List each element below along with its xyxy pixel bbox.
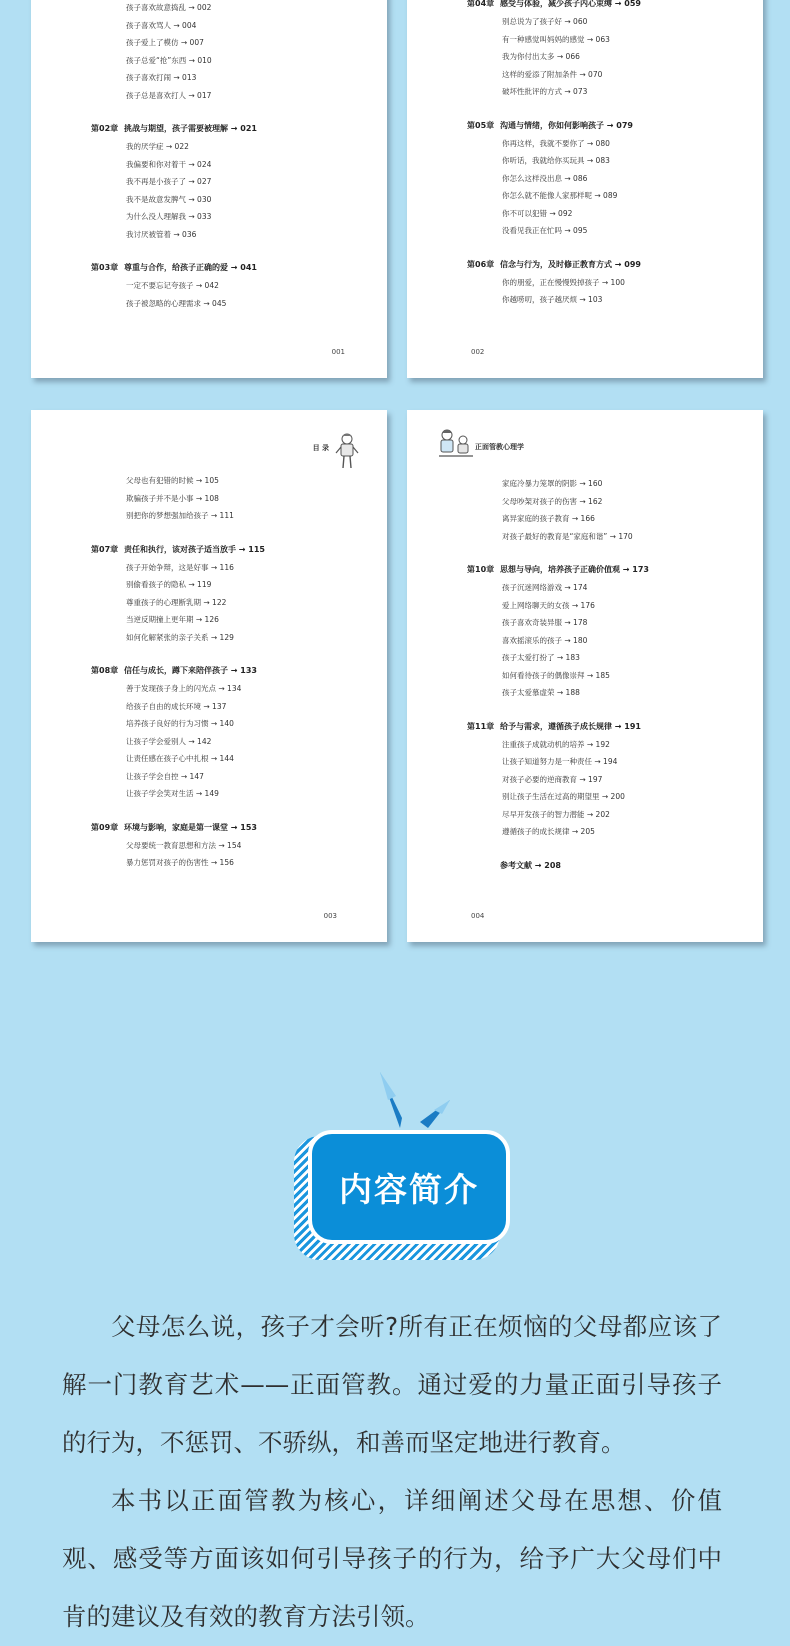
toc-gap	[407, 545, 763, 561]
toc-page-2	[407, 0, 763, 378]
chapter-title: 信念与行为，及时修正教育方式 → 099	[500, 259, 641, 269]
toc-entry[interactable]: 孩子喜欢骂人 → 004	[126, 20, 197, 30]
toc-entry[interactable]: 善于发现孩子身上的闪光点 → 134	[126, 684, 242, 693]
toc-entry[interactable]: 父母要统一教育思想和方法 → 154	[126, 840, 242, 850]
toc-chapter-heading[interactable]	[31, 259, 387, 277]
chapter-title: 信任与成长，蹲下来陪伴孩子 → 133	[124, 666, 257, 675]
toc-entry[interactable]: 给孩子自由的成长环境 → 137	[126, 701, 227, 711]
chapter-title: 给予与需求，遵循孩子成长规律 → 191	[500, 721, 641, 731]
toc-list	[31, 0, 387, 312]
toc-entry[interactable]: 孩子总爱“抢”东西 → 010	[126, 55, 212, 65]
toc-entry[interactable]: 我不是故意发脾气 → 030	[126, 194, 212, 204]
toc-entry[interactable]: 我为你付出太多 → 066	[502, 52, 580, 61]
toc-gap	[31, 104, 387, 120]
section-title: 内容简介	[339, 1169, 479, 1209]
chapter-number: 第07章	[91, 544, 119, 554]
toc-entry[interactable]: 有一种感觉叫妈妈的感觉 → 063	[502, 34, 610, 44]
intro-paragraph: 父母怎么说，孩子才会听?所有正在烦恼的父母都应该了解一门教育艺术——正面管教。通过爱的力量正面引导孩子的行为，不惩罚、不骄纵，和善而坚定地进行教育。	[62, 1312, 722, 1457]
toc-entry[interactable]: 为什么没人理解我 → 033	[126, 212, 212, 221]
toc-entry[interactable]: 暴力惩罚对孩子的伤害性 → 156	[126, 858, 234, 867]
toc-chapter-heading[interactable]	[31, 541, 387, 559]
toc-entry[interactable]: 破坏性批评的方式 → 073	[502, 87, 588, 96]
page-number: 001	[331, 348, 345, 356]
toc-entry[interactable]: 你听话，我就给你买玩具 → 083	[502, 156, 610, 165]
section-header-badge	[294, 1130, 524, 1260]
toc-entry[interactable]: 当逆反期撞上更年期 → 126	[126, 615, 219, 624]
chapter-number: 第03章	[91, 263, 119, 272]
toc-chapter-heading[interactable]	[407, 857, 763, 875]
toc-entry[interactable]: 家庭冷暴力笼罩的阴影 → 160	[502, 479, 603, 488]
toc-entry[interactable]: 别偷看孩子的隐私 → 119	[126, 580, 212, 589]
toc-page-1	[31, 0, 387, 378]
toc-entry[interactable]: 孩子喜欢打闹 → 013	[126, 73, 197, 82]
page-number: 003	[323, 912, 337, 920]
toc-entry[interactable]: 孩子沉迷网络游戏 → 174	[502, 583, 588, 592]
toc-chapter-heading[interactable]	[31, 662, 387, 680]
toc-entry[interactable]: 让孩子学会笑对生活 → 149	[126, 789, 219, 798]
toc-chapter-heading[interactable]	[31, 819, 387, 837]
toc-gap	[31, 803, 387, 819]
chapter-title: 沟通与情绪，你如何影响孩子 → 079	[500, 120, 633, 130]
toc-gap	[31, 646, 387, 662]
toc-entry[interactable]: 爱上网络聊天的女孩 → 176	[502, 600, 595, 610]
page-number: 004	[471, 912, 485, 920]
parent-child-illustration-icon	[437, 428, 475, 460]
toc-entry[interactable]: 离异家庭的孩子教育 → 166	[502, 514, 595, 523]
toc-entry[interactable]: 你再这样，我就不要你了 → 080	[502, 138, 610, 148]
toc-entry[interactable]: 你越唠叨，孩子越厌烦 → 103	[502, 295, 603, 304]
toc-chapter-heading[interactable]	[407, 0, 763, 13]
toc-gap	[407, 240, 763, 256]
chapter-title: 感受与体验，减少孩子内心束缚 → 059	[500, 0, 641, 8]
chapter-number: 第02章	[91, 124, 119, 133]
toc-entry[interactable]: 父母吵架对孩子的伤害 → 162	[502, 496, 603, 506]
toc-entry[interactable]: 让孩子学会自控 → 147	[126, 771, 204, 781]
chapter-number: 第05章	[467, 120, 495, 130]
toc-entry[interactable]: 喜欢摇滚乐的孩子 → 180	[502, 635, 588, 645]
toc-chapter-heading[interactable]	[31, 120, 387, 138]
toc-entry[interactable]: 对孩子最好的教育是“家庭和谐” → 170	[502, 531, 633, 541]
toc-chapter-heading[interactable]	[407, 117, 763, 135]
toc-entry[interactable]: 你怎么就不能像人家那样呢 → 089	[502, 191, 618, 200]
toc-entry[interactable]: 培养孩子良好的行为习惯 → 140	[126, 719, 234, 728]
toc-entry[interactable]: 如何看待孩子的偶像崇拜 → 185	[502, 670, 610, 680]
chapter-title: 责任和执行，该对孩子适当放手 → 115	[124, 544, 265, 554]
toc-entry[interactable]: 我的厌学症 → 022	[126, 142, 189, 151]
toc-gap	[407, 101, 763, 117]
toc-entry[interactable]: 注重孩子成就动机的培养 → 192	[502, 739, 610, 749]
toc-entry[interactable]: 我讨厌被管着 → 036	[126, 229, 197, 239]
toc-entry[interactable]: 孩子喜欢奇装异服 → 178	[502, 618, 588, 627]
chapter-title: 挑战与期望，孩子需要被理解 → 021	[124, 124, 257, 133]
chapter-title: 思想与导向，培养孩子正确价值观 → 173	[500, 565, 649, 574]
chapter-number: 第08章	[91, 666, 119, 675]
toc-entry[interactable]: 这样的爱添了附加条件 → 070	[502, 69, 603, 79]
toc-entry[interactable]: 孩子开始争辩，这是好事 → 116	[126, 562, 234, 572]
toc-gap	[407, 702, 763, 718]
toc-entry[interactable]: 尊重孩子的心理断乳期 → 122	[126, 597, 227, 607]
chapter-number: 第06章	[467, 259, 495, 269]
toc-entry[interactable]: 遵循孩子的成长规律 → 205	[502, 827, 595, 836]
toc-entry[interactable]: 孩子太爱打扮了 → 183	[502, 653, 580, 662]
decorative-accent-icon	[376, 1066, 456, 1128]
toc-entry[interactable]: 孩子总是喜欢打人 → 017	[126, 90, 212, 100]
toc-entry[interactable]: 没看见我正在忙吗 → 095	[502, 226, 588, 235]
toc-entry[interactable]: 让孩子学会爱别人 → 142	[126, 736, 212, 746]
chapter-number: 第09章	[91, 822, 119, 832]
toc-entry[interactable]: 孩子被忽略的心理需求 → 045	[126, 298, 227, 308]
toc-entry[interactable]: 让孩子知道努力是一种责任 → 194	[502, 757, 618, 766]
toc-list	[407, 0, 763, 309]
intro-paragraph: 本书以正面管教为核心，详细阐述父母在思想、价值观、感受等方面该如何引导孩子的行为，给予广大父母们中肯的建议及有效的教育方法引领。	[62, 1486, 722, 1631]
toc-entry[interactable]: 欺骗孩子并不是小事 → 108	[126, 493, 219, 503]
toc-list	[407, 475, 763, 875]
toc-entry[interactable]: 别总说为了孩子好 → 060	[502, 17, 588, 26]
chapter-number: 第10章	[467, 565, 495, 574]
toc-entry[interactable]: 别把你的梦想强加给孩子 → 111	[126, 511, 234, 520]
toc-entry[interactable]: 你的朋爱，正在慢慢毁掉孩子 → 100	[502, 277, 625, 287]
chapter-title: 参考文献 → 208	[500, 860, 561, 870]
running-head: 正面管教心理学	[475, 443, 524, 451]
toc-entry[interactable]: 如何化解紧张的亲子关系 → 129	[126, 632, 234, 642]
chapter-number: 第04章	[467, 0, 495, 8]
toc-list	[31, 472, 387, 872]
toc-entry[interactable]: 我不再是小孩子了 → 027	[126, 177, 212, 186]
toc-entry[interactable]: 一定不要忘记夸孩子 → 042	[126, 281, 219, 290]
intro-text	[62, 1298, 722, 1646]
badge-panel	[308, 1130, 510, 1244]
toc-entry[interactable]: 让责任感在孩子心中扎根 → 144	[126, 754, 234, 763]
toc-entry[interactable]: 孩子喜欢故意捣乱 → 002	[126, 3, 212, 12]
toc-entry[interactable]: 对孩子必要的逆商教育 → 197	[502, 774, 603, 784]
page-number: 002	[471, 348, 485, 356]
toc-chapter-heading[interactable]	[407, 718, 763, 736]
kid-illustration-icon	[335, 432, 359, 470]
toc-entry[interactable]: 孩子太爱慕虚荣 → 188	[502, 688, 580, 697]
chapter-number: 第11章	[467, 721, 495, 731]
toc-chapter-heading[interactable]	[407, 561, 763, 579]
toc-entry[interactable]: 我偏要和你对着干 → 024	[126, 159, 212, 169]
toc-chapter-heading[interactable]	[407, 256, 763, 274]
toc-gap	[31, 525, 387, 541]
chapter-title: 尊重与合作，给孩子正确的爱 → 041	[124, 263, 257, 272]
toc-entry[interactable]: 你怎么这样没出息 → 086	[502, 173, 588, 183]
toc-entry[interactable]: 父母也有犯错的时候 → 105	[126, 476, 219, 485]
toc-gap	[407, 841, 763, 857]
toc-page-4	[407, 410, 763, 942]
toc-entry[interactable]: 别让孩子生活在过高的期望里 → 200	[502, 792, 625, 801]
running-head: 目 录	[312, 444, 329, 452]
toc-entry[interactable]: 孩子爱上了模仿 → 007	[126, 38, 204, 47]
toc-page-3	[31, 410, 387, 942]
toc-gap	[31, 243, 387, 259]
chapter-title: 环境与影响，家庭是第一课堂 → 153	[124, 822, 257, 832]
toc-entry[interactable]: 你不可以犯错 → 092	[502, 208, 573, 218]
toc-entry[interactable]: 尽早开发孩子的智力潜能 → 202	[502, 809, 610, 819]
